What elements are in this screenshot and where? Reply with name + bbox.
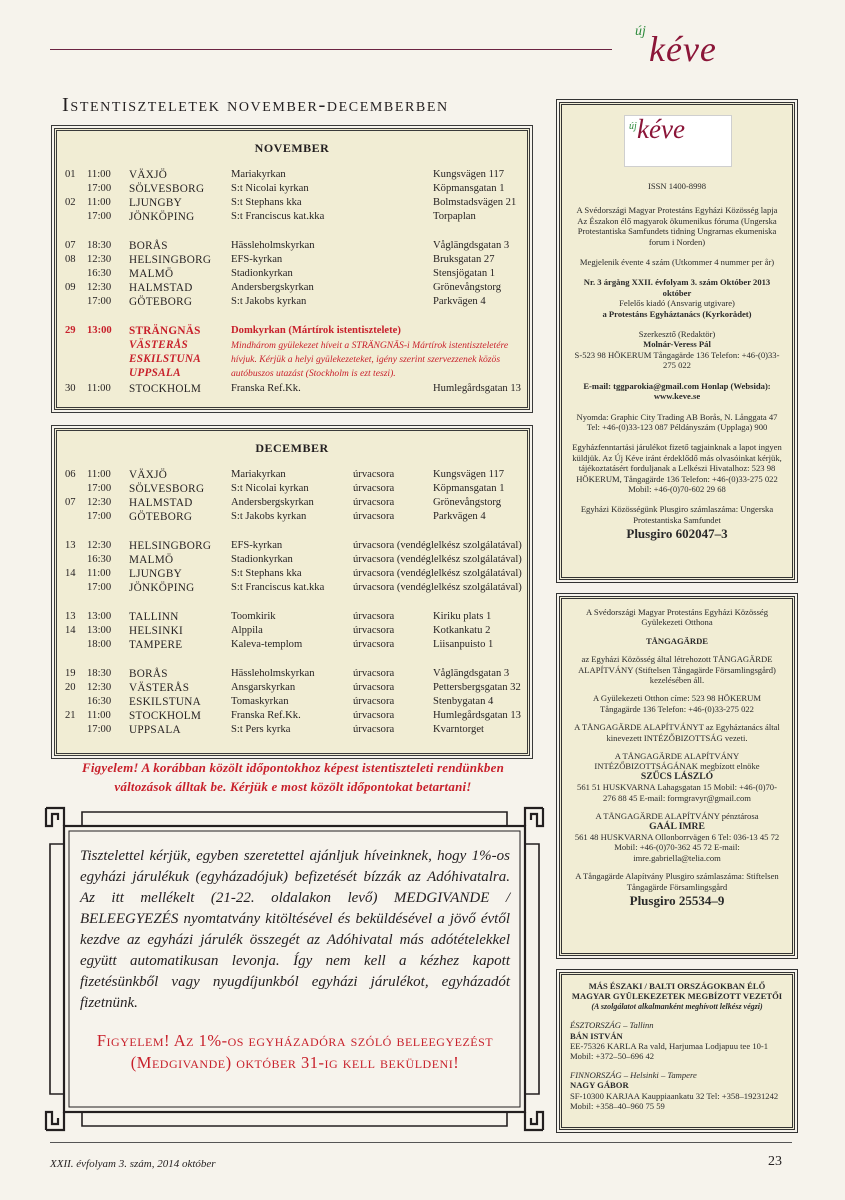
service-day: 20 xyxy=(65,682,76,693)
schedule-row xyxy=(57,696,527,710)
service-time: 12:30 xyxy=(87,282,112,293)
service-communion: úrvacsora xyxy=(353,483,395,494)
service-city: LJUNGBY xyxy=(129,568,183,580)
service-time: 12:30 xyxy=(87,254,112,265)
service-address: Grönevångstorg xyxy=(433,497,502,508)
treasurer-contact: 561 48 HUSKVARNA Ollonborrvägen 6 Tel: 036-13 45 72 Mobil: +46-(0)70-362 45 72 E-mail: imre.gabriella@telia.com xyxy=(574,831,780,863)
schedule-row xyxy=(57,497,527,511)
schedule-row xyxy=(57,554,527,568)
schedule-row xyxy=(57,211,527,225)
schedule-row xyxy=(57,169,527,183)
schedule-row xyxy=(57,268,527,282)
service-city: STRÄNGNÄS xyxy=(129,325,201,337)
schedule-row xyxy=(57,240,527,254)
service-church: Mariakyrkan xyxy=(231,169,286,180)
service-address: Stensjögatan 1 xyxy=(433,268,496,279)
november-schedule xyxy=(54,128,530,410)
service-day: 02 xyxy=(65,197,76,208)
service-day: 08 xyxy=(65,254,76,265)
service-communion: úrvacsora xyxy=(353,696,395,707)
service-city: VÄXJÖ xyxy=(129,169,168,181)
service-communion: úrvacsora xyxy=(353,724,395,735)
service-city: BORÅS xyxy=(129,240,168,252)
service-time: 12:30 xyxy=(87,682,112,693)
service-day: 21 xyxy=(65,710,76,721)
schedule-row xyxy=(57,682,527,696)
service-time: 13:00 xyxy=(87,625,112,636)
service-church: Tomaskyrkan xyxy=(231,696,289,707)
schedule-change-warning: Figyelem! A korábban közölt időpontokhoz képest istentiszteleti rendünkben változások álltak be. Kérjük e most közölt időpontokat betartani! xyxy=(81,760,505,794)
service-time: 17:00 xyxy=(87,582,112,593)
service-day: 09 xyxy=(65,282,76,293)
service-time: 16:30 xyxy=(87,268,112,279)
service-church: Alppila xyxy=(231,625,263,636)
schedule-row xyxy=(57,383,527,397)
service-address: Kvarntorget xyxy=(433,724,484,735)
service-church: S:t Stephans kka xyxy=(231,197,302,208)
service-day: 13 xyxy=(65,540,76,551)
service-city: BORÅS xyxy=(129,668,168,680)
editor-name: Molnár-Veress Pál xyxy=(643,339,711,350)
footer-rule xyxy=(50,1142,792,1143)
issn: ISSN 1400-8998 xyxy=(647,181,706,191)
service-communion: úrvacsora (vendéglelkész szolgálatával) xyxy=(353,568,522,579)
month-heading: DECEMBER xyxy=(255,441,329,455)
schedule-row xyxy=(57,511,527,525)
schedule-row xyxy=(57,710,527,724)
address-estonia: EE-75326 KARLA Ra vald, Harjumaa Lodjapuu tee 10-1 Mobil: +372–50–696 42 xyxy=(570,1041,769,1062)
country-estonia: ÉSZTORSZÁG – Tallinn xyxy=(570,1020,654,1031)
service-day: 14 xyxy=(65,568,76,579)
schedule-row xyxy=(57,625,527,639)
schedule-row xyxy=(57,582,527,596)
publisher: a Protestáns Egyháztanács (Kyrkorådet) xyxy=(602,308,752,319)
service-time: 16:30 xyxy=(87,554,112,565)
service-church: Andersbergskyrkan xyxy=(231,497,314,508)
service-day: 30 xyxy=(65,383,76,394)
service-day: 07 xyxy=(65,240,76,251)
notice-deadline: Figyelem! Az 1%-os egyházadóra szóló beleegyezést (Medgivande) október 31-ig kell beküldeni! xyxy=(96,1031,494,1072)
schedule-row xyxy=(57,183,527,197)
schedule-row xyxy=(57,639,527,653)
foundation-info: az Egyházi Közösség által létrehozott TÅNGAGÄRDE ALAPÍTVÁNY (Stiftelsen Tångagärde Församlingsgård) kezelésében áll. xyxy=(578,654,776,686)
chair-contact: 561 51 HUSKVARNA Lahagsgatan 15 Mobil: +46-(0)70-276 88 45 E-mail: formgravyr@gmail.com xyxy=(577,782,777,803)
service-communion: úrvacsora (vendéglelkész szolgálatával) xyxy=(353,554,522,565)
service-church: S:t Franciscus kat.kka xyxy=(231,211,325,222)
service-city: SÖLVESBORG xyxy=(129,183,205,195)
schedule-row xyxy=(57,540,527,554)
service-church: S:t Jakobs kyrkan xyxy=(231,296,307,307)
service-time: 13:00 xyxy=(87,611,112,622)
service-address: Grönevångstorg xyxy=(433,282,502,293)
service-address: Bruksgatan 27 xyxy=(433,254,495,265)
service-address: Pettersbergsgatan 32 xyxy=(433,682,521,693)
service-city: VÄSTERÅS xyxy=(129,682,190,694)
service-city: STOCKHOLM xyxy=(129,383,202,395)
magazine-logo xyxy=(615,22,805,68)
service-city: MALMÖ xyxy=(129,554,174,566)
service-city: JÖNKÖPING xyxy=(129,211,195,223)
service-church: S:t Nicolai kyrkan xyxy=(231,483,309,494)
issue-number: Nr. 3 árgång XXII. évfolyam 3. szám Október 2013 október xyxy=(583,277,771,298)
leader-estonia: BÁN ISTVÁN xyxy=(570,1030,623,1041)
schedule-row xyxy=(57,254,527,268)
service-church: EFS-kyrkan xyxy=(231,254,283,265)
logo-keve: kéve xyxy=(649,29,717,69)
service-church: S:t Jakobs kyrkan xyxy=(231,511,307,522)
frequency: Megjelenik évente 4 szám (Utkommer 4 nummer per år) xyxy=(579,257,775,268)
editor-label: Szerkesztő (Redaktör) xyxy=(638,329,716,340)
service-church: Hässleholmskyrkan xyxy=(231,240,315,251)
publication-description: A Svédországi Magyar Protestáns Egyházi Közösség lapja Az Északon élő magyarok ökumenikus fóruma (Ungerska Protestantiska Samfundets tidning Ungrarnas ekumeniska forum i Norden) xyxy=(576,205,778,247)
service-address: Kungsvägen 117 xyxy=(433,169,505,180)
service-time: 18:30 xyxy=(87,668,112,679)
service-communion: úrvacsora xyxy=(353,710,395,721)
service-church: Kaleva-templom xyxy=(231,639,303,650)
publisher-label: Felelős kiadó (Ansvarig utgivare) xyxy=(619,298,735,309)
service-city: ESKILSTUNA xyxy=(129,353,202,365)
other-congregations-box xyxy=(559,972,795,1130)
service-day: 14 xyxy=(65,625,76,636)
service-time: 17:00 xyxy=(87,724,112,735)
service-day: 29 xyxy=(65,325,76,336)
plusgiro-number: Plusgiro 602047–3 xyxy=(626,526,728,542)
service-time: 17:00 xyxy=(87,483,112,494)
service-address: Parkvägen 4 xyxy=(433,511,486,522)
service-time: 17:00 xyxy=(87,211,112,222)
service-address: Våglängdsgatan 3 xyxy=(433,668,510,679)
service-city: HELSINGBORG xyxy=(129,254,212,266)
schedule-row-special xyxy=(57,325,527,339)
page-title: Istentiszteletek november-decemberben xyxy=(62,94,449,116)
service-church: Ansgarskyrkan xyxy=(231,682,296,693)
service-city: HALMSTAD xyxy=(129,282,193,294)
tangagarde-intro: A Svédországi Magyar Protestáns Egyházi Közösség Gyülekezeti Otthona xyxy=(585,607,769,628)
service-address: Parkvägen 4 xyxy=(433,296,486,307)
service-communion: úrvacsora xyxy=(353,611,395,622)
board-info: A TÅNGAGÄRDE ALAPÍTVÁNYT az Egyháztanács által kinevezett INTÉZŐBIZOTTSÁG vezeti. xyxy=(574,722,780,743)
december-schedule xyxy=(54,428,530,756)
service-time: 12:30 xyxy=(87,540,112,551)
schedule-row xyxy=(57,282,527,296)
service-communion: úrvacsora xyxy=(353,625,395,636)
printer: Nyomda: Graphic City Trading AB Borås, N. Långgata 47 Tel: +46-(0)33-123 087 Példányszám (Upplaga) 900 xyxy=(576,411,778,432)
service-communion: úrvacsora xyxy=(353,469,395,480)
service-city: HALMSTAD xyxy=(129,497,193,509)
chair-name: SZŰCS LÁSZLÓ xyxy=(640,770,714,782)
service-city: VÄXJÖ xyxy=(129,469,168,481)
leader-finland: NAGY GÁBOR xyxy=(570,1080,629,1091)
chair-label: A TÅNGAGÄRDE ALAPÍTVÁNY INTÉZŐBIZOTTSÁGÁNAK megbízott elnöke xyxy=(594,751,760,772)
service-time: 18:00 xyxy=(87,639,112,650)
treasurer-label: A TÅNGAGÄRDE ALAPÍTVÁNY pénztárosa xyxy=(595,811,759,822)
service-address: Kiriku plats 1 xyxy=(433,611,492,622)
service-address: Stenbygatan 4 xyxy=(433,696,494,707)
country-finland: FINNORSZÁG – Helsinki – Tampere xyxy=(570,1069,697,1080)
service-church: S:t Nicolai kyrkan xyxy=(231,183,309,194)
service-day: 01 xyxy=(65,169,76,180)
service-city: TAMPERE xyxy=(129,639,183,651)
service-city: UPPSALA xyxy=(129,367,181,379)
service-city: MALMÖ xyxy=(129,268,174,280)
service-church: S:t Franciscus kat.kka xyxy=(231,582,325,593)
service-address: Våglängdsgatan 3 xyxy=(433,240,510,251)
service-time: 11:00 xyxy=(87,197,111,208)
service-address: Bolmstadsvägen 21 xyxy=(433,197,517,208)
schedule-row xyxy=(57,668,527,682)
service-church: Stadionkyrkan xyxy=(231,554,293,565)
address-finland: SF-10300 KARJAA Kauppiaankatu 32 Tel: +358–19231242 Mobil: +358–40–960 75 59 xyxy=(570,1090,779,1112)
footer-issue: XXII. évfolyam 3. szám, 2014 október xyxy=(50,1158,216,1170)
service-city: LJUNGBY xyxy=(129,197,183,209)
service-city: JÖNKÖPING xyxy=(129,582,195,594)
service-church: Stadionkyrkan xyxy=(231,268,293,279)
service-city: VÄSTERÅS xyxy=(129,339,188,351)
home-address: A Gyülekezeti Otthon címe: 523 98 HÖKERUM Tångagärde 136 Telefon: +46-(0)33-275 022 xyxy=(592,693,762,714)
treasurer-name: GAÁL IMRE xyxy=(649,820,705,832)
service-time: 11:00 xyxy=(87,169,111,180)
notice-text: Tisztelettel kérjük, egyben szeretettel ajánljuk híveinknek, hogy 1%-os egyházi járulékuk (egyházadójuk) befizetését bízzák az Adóhivatalra. Az itt mellékelt (21-22. oldalakon levő) MEDGIVANDE / BELEEGYEZÉS nyomtatvány kitöltésével és beküldésével a jövő évtől kezdve az egyházi járulék összegét az Adóhivatal más adótételekkel együtt automatikusan levonja. Így nem kell a kézhez kapott fizetésünkből vagy nyugdíjunkból egyházi járulékot, egyházadót fizetnünk. xyxy=(80,848,510,1011)
service-day: 13 xyxy=(65,611,76,622)
service-communion: úrvacsora (vendéglelkész szolgálatával) xyxy=(353,582,522,593)
service-communion: úrvacsora xyxy=(353,511,395,522)
service-address: Torpaplan xyxy=(433,211,476,222)
service-time: 17:00 xyxy=(87,296,112,307)
service-time: 13:00 xyxy=(87,325,112,336)
plusgiro-number: Plusgiro 25534–9 xyxy=(629,892,725,908)
service-church: Andersbergskyrkan xyxy=(231,282,314,293)
service-address: Humlegårdsgatan 13 xyxy=(433,383,521,394)
tangagarde-box xyxy=(559,596,795,956)
service-church: Toomkirik xyxy=(231,611,276,622)
service-address: Kungsvägen 117 xyxy=(433,469,505,480)
service-church: S:t Pers kyrka xyxy=(231,724,291,735)
plusgiro-label: A Tångagärde Alapítvány Plusgiro számlaszáma: Stiftelsen Tångagärde Församlingsgård xyxy=(575,871,779,892)
schedule-row xyxy=(57,469,527,483)
service-day: 07 xyxy=(65,497,76,508)
page-number: 23 xyxy=(768,1154,782,1169)
impressum-logo xyxy=(624,115,732,167)
service-address: Humlegårdsgatan 13 xyxy=(433,710,521,721)
service-communion: úrvacsora xyxy=(353,639,395,650)
logo-uj: új xyxy=(635,24,646,39)
service-city: SÖLVESBORG xyxy=(129,483,205,495)
service-church: EFS-kyrkan xyxy=(231,540,283,551)
service-time: 16:30 xyxy=(87,696,112,707)
plusgiro-label: Egyházi Közösségünk Plusgiro számlaszáma: Ungerska Protestantiska Samfundet xyxy=(580,504,774,525)
service-day: 06 xyxy=(65,469,76,480)
service-church: S:t Stephans kka xyxy=(231,568,302,579)
service-time: 17:00 xyxy=(87,511,112,522)
logo-keve: kéve xyxy=(637,114,685,144)
schedule-row xyxy=(57,296,527,310)
month-heading: NOVEMBER xyxy=(254,141,330,155)
service-time: 11:00 xyxy=(87,469,111,480)
logo-uj: új xyxy=(629,121,637,132)
header-rule xyxy=(50,49,612,50)
service-city: UPPSALA xyxy=(129,724,181,736)
schedule-row xyxy=(57,197,527,211)
service-time: 17:00 xyxy=(87,183,112,194)
schedule-row xyxy=(57,483,527,497)
service-city: GÖTEBORG xyxy=(129,511,193,523)
contact-web: E-mail: tggparokia@gmail.com Honlap (Websida): www.keve.se xyxy=(583,380,771,402)
congregations-subtitle: (A szolgálatot alkalmanként meghívott lelkész végzi) xyxy=(591,1001,763,1011)
service-communion: úrvacsora (vendéglelkész szolgálatával) xyxy=(353,540,522,551)
service-time: 11:00 xyxy=(87,383,111,394)
service-address: Kotkankatu 2 xyxy=(433,625,491,636)
service-city: STOCKHOLM xyxy=(129,710,202,722)
service-communion: úrvacsora xyxy=(353,682,395,693)
martyrs-service-note: Mindhárom gyülekezet híveit a STRÄNGNÄS-i Mártírok istentiszteletére hívjuk. Kérjük a helyi gyülekezeteket, igény szerint szervezzenek közös autóbuszos utazást (Stockholm is ezt teszi). xyxy=(231,340,509,379)
service-church: Mariakyrkan xyxy=(231,469,286,480)
schedule-row xyxy=(57,724,527,738)
service-church: Franska Ref.Kk. xyxy=(231,710,301,721)
tax-notice-box xyxy=(42,804,547,1134)
impressum-box xyxy=(559,102,795,580)
service-communion: úrvacsora xyxy=(353,668,395,679)
service-address: Köpmansgatan 1 xyxy=(433,183,505,194)
tangagarde-title: TÅNGAGÄRDE xyxy=(645,635,709,646)
service-city: TALLINN xyxy=(129,611,179,623)
schedule-row xyxy=(57,611,527,625)
schedule-row xyxy=(57,568,527,582)
service-church: Hässleholmskyrkan xyxy=(231,668,315,679)
service-time: 12:30 xyxy=(87,497,112,508)
congregations-title: MÁS ÉSZAKI / BALTI ORSZÁGOKBAN ÉLŐ MAGYAR GYÜLEKEZETEK MEGBÍZOTT VEZETŐI xyxy=(571,981,783,1002)
service-city: GÖTEBORG xyxy=(129,296,193,308)
service-church: Domkyrkan (Mártírok istentisztelete) xyxy=(231,325,401,336)
service-communion: úrvacsora xyxy=(353,497,395,508)
service-address: Köpmansgatan 1 xyxy=(433,483,505,494)
service-city: HELSINKI xyxy=(129,625,183,637)
subscription-info: Egyházfenntartási járulékot fizető tagjainknak a lapot ingyen küldjük. Az Új Kéve iránt érdeklődő más olvasóinkat kérjük, tájékoztatásért forduljanak a Lelkészi Hivatalhoz: 523 98 HÖKERUM, Tångagärde 136 Telefon: +46-(0)33-275 022 Mobil: +46-(0)70-602 29 68 xyxy=(572,442,782,494)
service-day: 19 xyxy=(65,668,76,679)
service-address: Liisanpuisto 1 xyxy=(433,639,494,650)
service-church: Franska Ref.Kk. xyxy=(231,383,301,394)
service-time: 11:00 xyxy=(87,710,111,721)
service-city: HELSINGBORG xyxy=(129,540,212,552)
editor-address: S-523 98 HÖKERUM Tångagärde 136 Telefon: +46-(0)33-275 022 xyxy=(574,349,780,371)
service-time: 11:00 xyxy=(87,568,111,579)
service-time: 18:30 xyxy=(87,240,112,251)
service-city: ESKILSTUNA xyxy=(129,696,201,708)
